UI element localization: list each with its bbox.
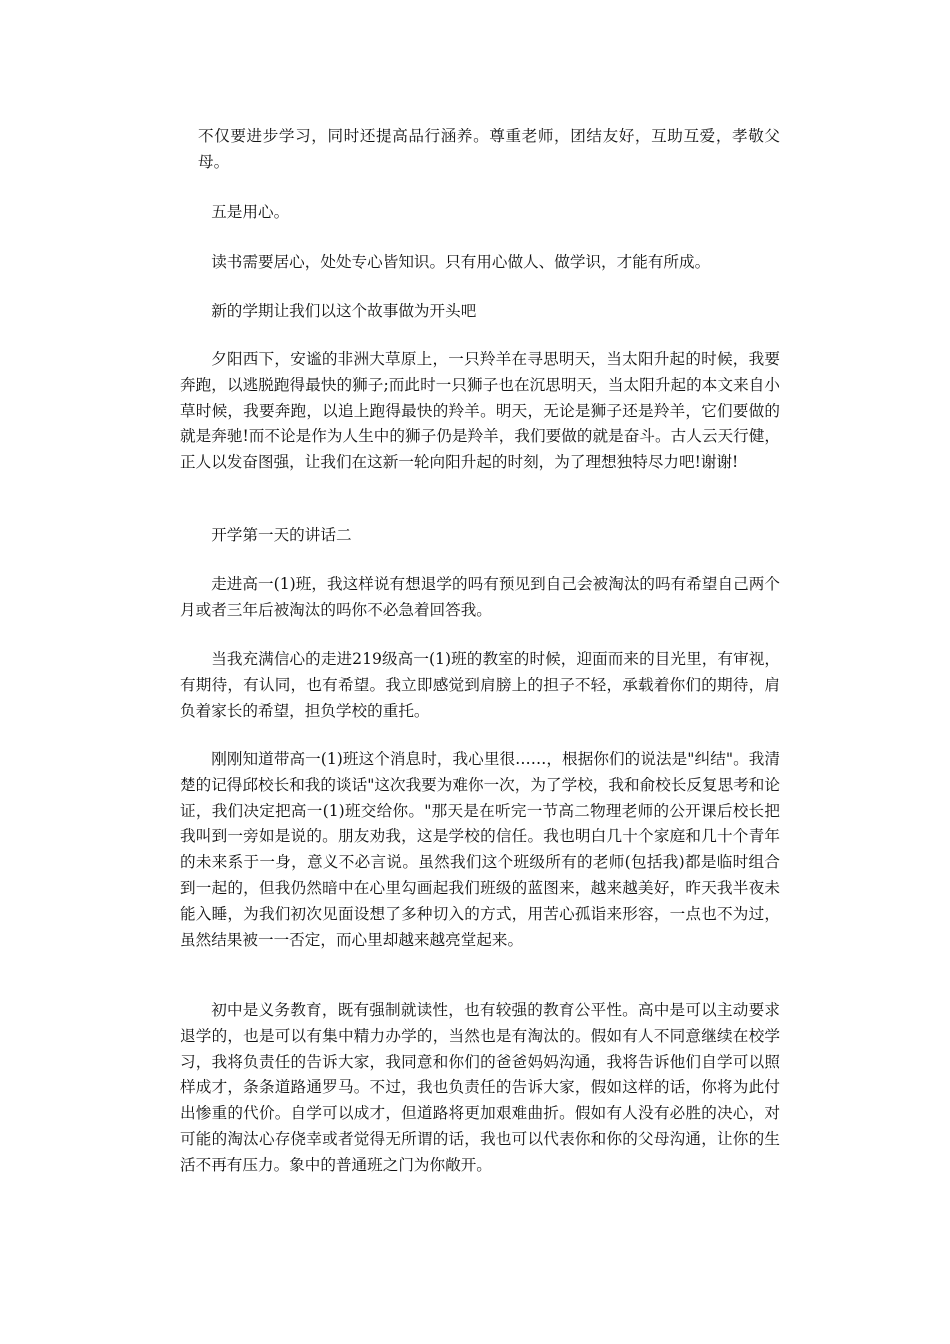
- paragraph-7: 走进高一(1)班，我这样说有想退学的吗有预见到自己会被淘汰的吗有希望自己两个月或者三年后被淘汰的吗你不必急着回答我。: [180, 575, 780, 619]
- section-heading: 开学第一天的讲话二: [211, 526, 352, 544]
- paragraph-9: 刚刚知道带高一(1)班这个消息时，我心里很……，根据你们的说法是"纠结"。我清楚的记得邱校长和我的谈话"这次我要为难你一次，为了学校，我和俞校长反复思考和论证，我们决定把高一(1)班交给你。"那天是在听完一节高二物理老师的公开课后校长把我叫到一旁如是说的。朋友劝我，这是学校的信任。我也明白几十个家庭和几十个青年的未来系于一身，意义不必言说。虽然我们这个班级所有的老师(包括我)都是临时组合到一起的，但我仍然暗中在心里勾画起我们班级的蓝图来，越来越美好，昨天我半夜未能入睡，为我们初次见面设想了多种切入的方式，用苦心孤诣来形容，一点也不为过，虽然结果被一一否定，而心里却越来越亮堂起来。: [180, 750, 780, 949]
- paragraph-8: 当我充满信心的走进219级高一(1)班的教室的时候，迎面而来的目光里，有审视，有期待，有认同，也有希望。我立即感觉到肩膀上的担子不轻，承载着你们的期待，肩负着家长的希望，担负学校的重托。: [180, 650, 780, 720]
- paragraph-4: 新的学期让我们以这个故事做为开头吧: [211, 302, 477, 320]
- paragraph-2: 五是用心。: [211, 203, 290, 221]
- paragraph-1: 不仅要进步学习，同时还提高品行涵养。尊重老师，团结友好，互助互爱，孝敬父母。: [198, 127, 780, 171]
- paragraph-5: 夕阳西下，安谧的非洲大草原上，一只羚羊在寻思明天，当太阳升起的时候，我要奔跑，以逃脱跑得最快的狮子;而此时一只狮子也在沉思明天，当太阳升起的本文来自小草时候，我要奔跑，以追上跑得最快的羚羊。明天，无论是狮子还是羚羊，它们要做的就是奔驰!而不论是作为人生中的狮子仍是羚羊，我们要做的就是奋斗。古人云天行健，正人以发奋图强，让我们在这新一轮向阳升起的时刻，为了理想独特尽力吧!谢谢!: [180, 350, 780, 472]
- paragraph-10: 初中是义务教育，既有强制就读性，也有较强的教育公平性。高中是可以主动要求退学的，也是可以有集中精力办学的，当然也是有淘汰的。假如有人不同意继续在校学习，我将负责任的告诉大家，我同意和你们的爸爸妈妈沟通，我将告诉他们自学可以照样成才，条条道路通罗马。不过，我也负责任的告诉大家，假如这样的话，你将为此付出惨重的代价。自学可以成才，但道路将更加艰难曲折。假如有人没有必胜的决心，对可能的淘汰心存侥幸或者觉得无所谓的话，我也可以代表你和你的父母沟通，让你的生活不再有压力。象中的普通班之门为你敞开。: [180, 1001, 780, 1174]
- paragraph-3: 读书需要居心，处处专心皆知识。只有用心做人、做学识，才能有所成。: [211, 253, 711, 271]
